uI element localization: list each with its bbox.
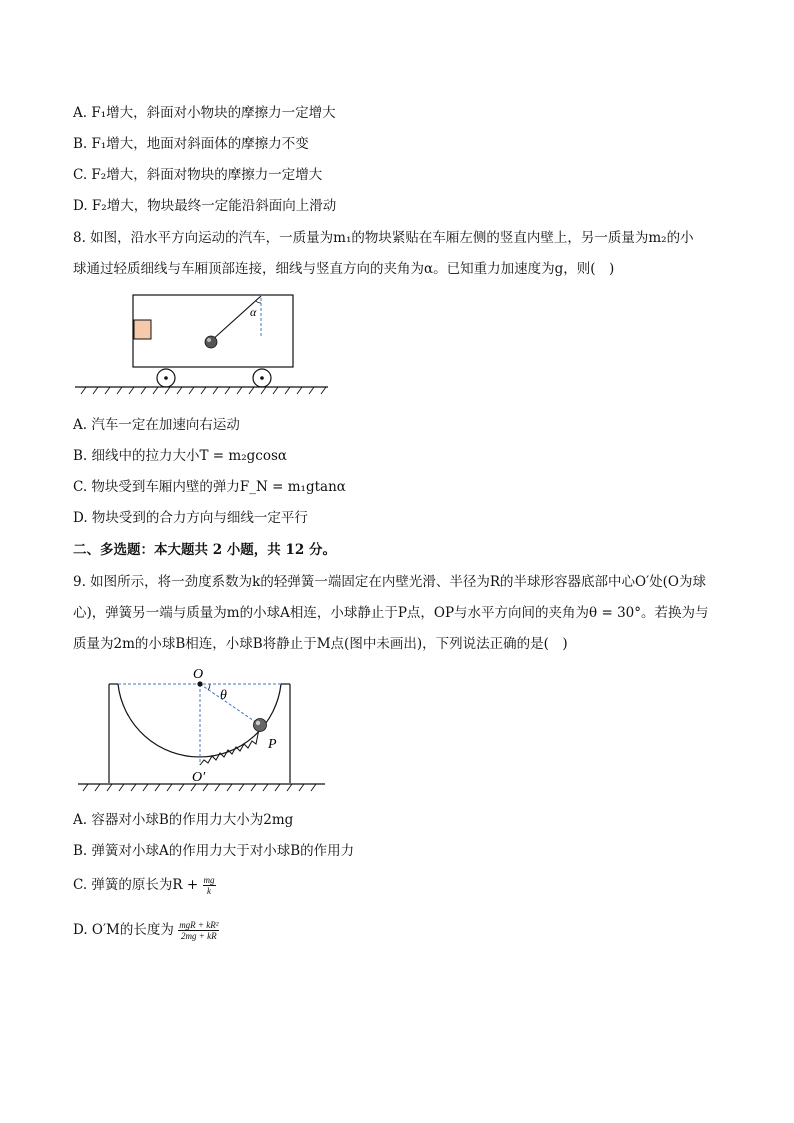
q9-option-d-numerator: mgR + kR² <box>179 920 219 930</box>
q8-stem-line1: 8. 如图，沿水平方向运动的汽车，一质量为m₁的物块紧贴在车厢左侧的竖直内壁上，另一质量为m₂的小 <box>73 230 694 246</box>
q9-option-c-numerator: mg <box>203 875 215 885</box>
q9-stem-line2: 心)，弹簧另一端与质量为m的小球A相连，小球静止于P点，OP与水平方向间的夹角为θ = 30°。若换为与 <box>73 605 709 621</box>
q9-option-d <box>73 920 219 941</box>
q9-option-c <box>73 875 216 896</box>
q8-alpha-label: α <box>250 305 257 319</box>
section-2-title: 二、多选题：本大题共 2 小题，共 12 分。 <box>73 542 336 558</box>
q9-label-theta: θ <box>220 688 227 703</box>
q9-label-o-prime: O′ <box>192 770 206 785</box>
q9-stem-line1: 9. 如图所示，将一劲度系数为k的轻弹簧一端固定在内壁光滑、半径为R的半球形容器底部中心O′处(O为球 <box>73 574 706 590</box>
q8-option-a: A. 汽车一定在加速向右运动 <box>73 417 240 433</box>
q9-label-o: O <box>193 667 204 682</box>
q9-stem-line3: 质量为2m的小球B相连，小球B将静止于M点(图中未画出)，下列说法正确的是( ) <box>73 636 568 652</box>
q9-bowl-figure <box>70 662 335 797</box>
q8-car-figure <box>70 290 335 400</box>
q9-option-c-denominator: k <box>207 886 211 896</box>
q7-option-d: D. F₂增大，物块最终一定能沿斜面向上滑动 <box>73 198 337 214</box>
q8-option-c: C. 物块受到车厢内壁的弹力F_N = m₁gtanα <box>73 479 346 495</box>
q9-option-c-fraction <box>203 875 216 896</box>
q7-option-a: A. F₁增大，斜面对小物块的摩擦力一定增大 <box>73 105 336 121</box>
q8-stem-line2: 球通过轻质细线与车厢顶部连接，细线与竖直方向的夹角为α。已知重力加速度为g，则( ) <box>73 261 615 277</box>
q9-option-b: B. 弹簧对小球A的作用力大于对小球B的作用力 <box>73 843 355 859</box>
q9-option-c-prefix: C. 弹簧的原长为R + <box>73 877 199 893</box>
q8-option-d: D. 物块受到的合力方向与细线一定平行 <box>73 510 308 526</box>
q9-option-d-denominator: 2mg + kR <box>181 931 217 941</box>
q7-option-b: B. F₁增大，地面对斜面体的摩擦力不变 <box>73 136 309 152</box>
q9-option-d-fraction <box>178 920 219 941</box>
q9-label-p: P <box>268 737 277 752</box>
q9-option-d-prefix: D. O′M的长度为 <box>73 922 174 938</box>
q7-option-c: C. F₂增大，斜面对物块的摩擦力一定增大 <box>73 167 323 183</box>
q9-option-a: A. 容器对小球B的作用力大小为2mg <box>73 812 294 828</box>
q8-option-b: B. 细线中的拉力大小T = m₂gcosα <box>73 448 287 464</box>
